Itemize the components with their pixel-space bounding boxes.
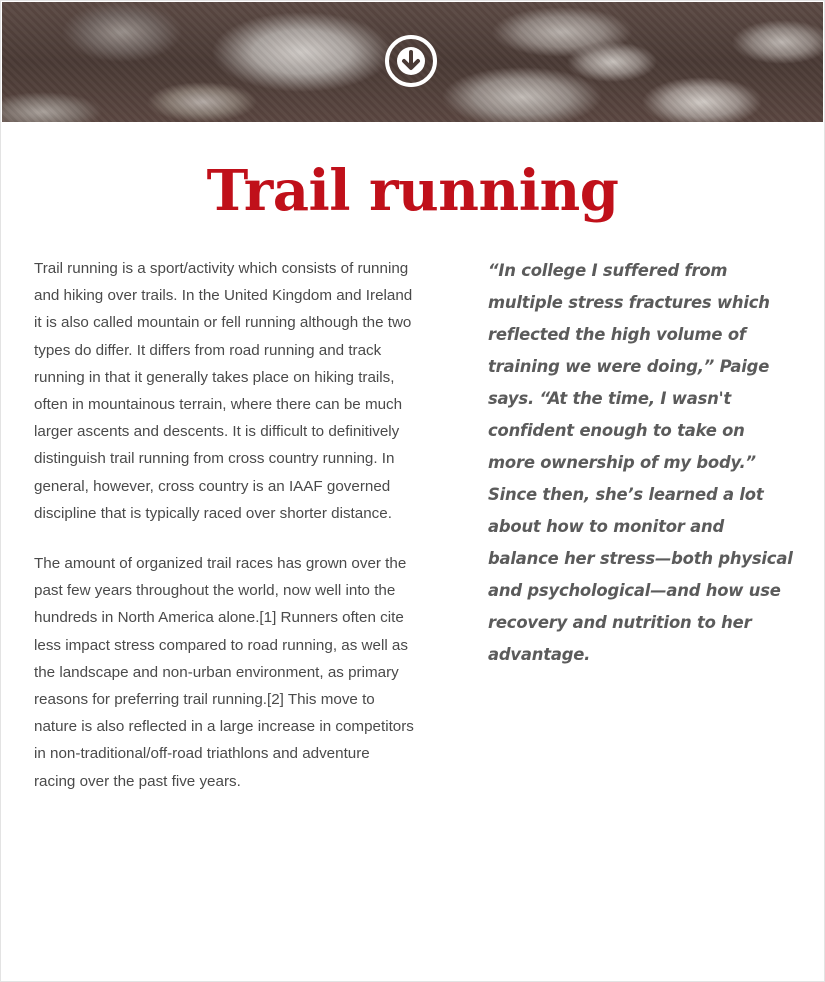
scroll-down-button[interactable] [385, 35, 437, 87]
article-body [34, 255, 414, 818]
hero-image [2, 2, 823, 122]
pull-quote: “In college I suffered from multiple stress fractures which reflected the high volume of training we were doing,” Paige says. “At the time, I wasn't confident enough to take on more ownership of my body.” Since then, she’s learned a lot about how to monitor and balance her stress—both physical and psychological—and how use recovery and nutrition to her advantage. [488, 261, 793, 664]
arrow-down-circle-icon [389, 39, 433, 83]
paragraph: Trail running is a sport/activity which consists of running and hiking over trails. In the United Kingdom and Ireland it is also called mountain or fell running although the two types do differ. It differs from road running and track running in that it generally takes place on hiking trails, often in mountainous terrain, where there can be much larger ascents and descents. It is difficult to definitively distinguish trail running from cross country running. In general, however, cross country is an IAAF governed discipline that is typically raced over shorter distance. [34, 260, 413, 522]
paragraph: The amount of organized trail races has grown over the past few years throughout the world, now well into the hundreds in North America alone.[1] Runners often cite less impact stress compared to road running, as well as the landscape and non-urban environment, as primary reasons for preferring trail running.[2] This move to nature is also reflected in a large increase in competitors in non-traditional/off-road triathlons and adventure racing over the past five years. [34, 555, 414, 790]
page-title: Trail running [206, 158, 619, 224]
